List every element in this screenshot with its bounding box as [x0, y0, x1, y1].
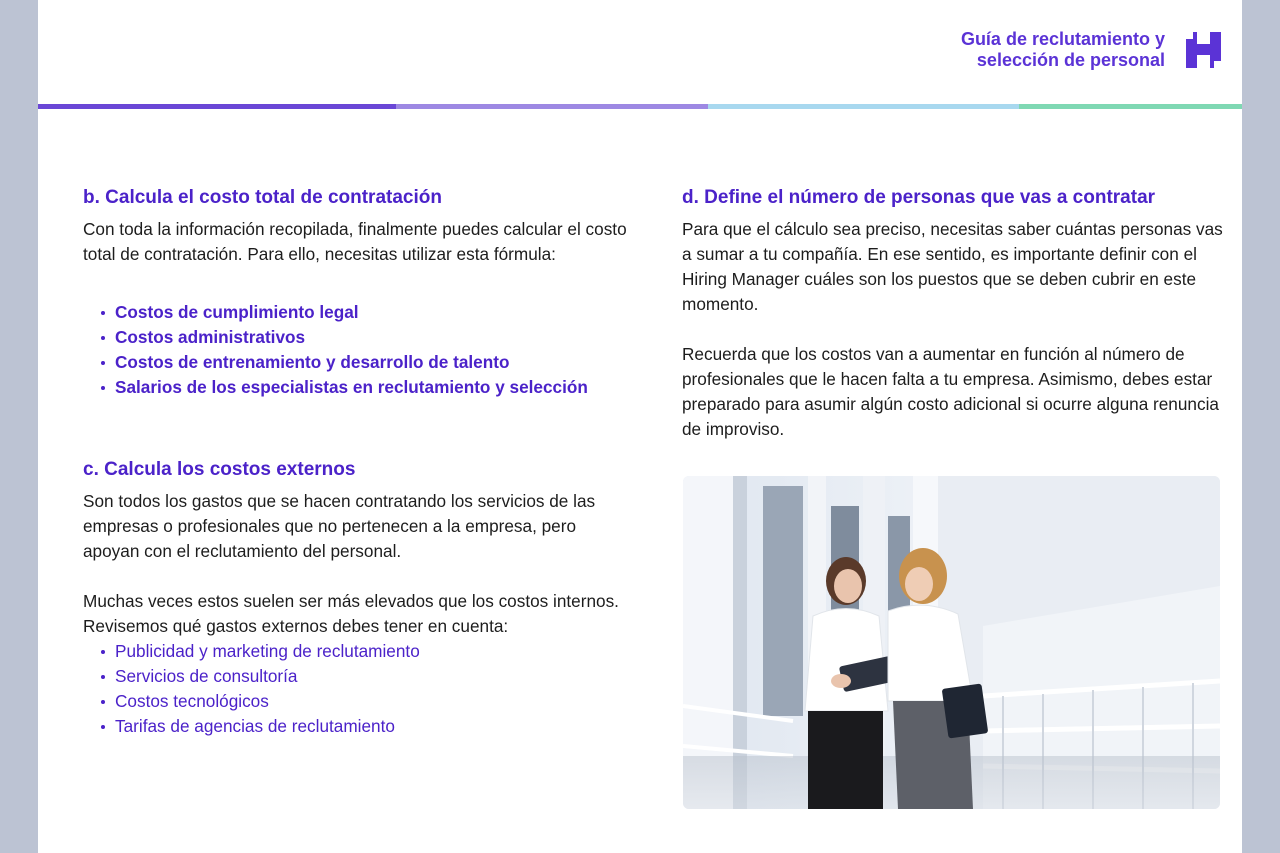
list-item: Servicios de consultoría	[83, 664, 628, 689]
h-logo-icon	[1186, 32, 1221, 68]
header-title-line2: selección de personal	[976, 50, 1165, 70]
section-c-list	[83, 639, 628, 739]
section-d-heading: d. Define el número de personas que vas a contratar	[682, 187, 1156, 208]
right-column	[682, 186, 1227, 442]
list-item: Salarios de los especialistas en reclutamiento y selección	[83, 375, 628, 400]
list-item: Costos de cumplimiento legal	[83, 300, 628, 325]
header-title	[961, 29, 1165, 71]
list-item: Tarifas de agencias de reclutamiento	[83, 714, 628, 739]
section-c-heading: c. Calcula los costos externos	[83, 459, 356, 480]
header-divider-stripe	[38, 104, 1242, 109]
list-item: Publicidad y marketing de reclutamiento	[83, 639, 628, 664]
section-b-body: Con toda la información recopilada, finalmente puedes calcular el costo total de contratación. Para ello, necesitas utilizar esta fórmula:	[83, 219, 627, 264]
list-item: Costos de entrenamiento y desarrollo de talento	[83, 350, 628, 375]
section-c-body-2: Muchas veces estos suelen ser más elevados que los costos internos. Revisemos qué gastos externos debes tener en cuenta:	[83, 591, 619, 636]
document-page	[38, 0, 1242, 853]
list-item: Costos tecnológicos	[83, 689, 628, 714]
office-photo	[683, 476, 1220, 809]
left-column	[83, 186, 628, 739]
section-d-body-2: Recuerda que los costos van a aumentar en función al número de profesionales que le hacen falta a tu empresa. Asimismo, debes estar preparado para asumir algún costo adicional si ocurre alguna renuncia de improviso.	[682, 344, 1219, 439]
section-b-heading: b. Calcula el costo total de contratación	[83, 187, 442, 208]
header-title-line1: Guía de reclutamiento y	[960, 29, 1165, 49]
section-d-body-1: Para que el cálculo sea preciso, necesitas saber cuántas personas vas a sumar a tu compañía. En ese sentido, es importante definir con el Hiring Manager cuáles son los puestos que se deben cubrir en este momento.	[682, 219, 1223, 314]
section-b-list	[83, 300, 628, 400]
office-photo-icon	[683, 476, 1220, 809]
list-item: Costos administrativos	[83, 325, 628, 350]
section-c-body-1: Son todos los gastos que se hacen contratando los servicios de las empresas o profesionales que no pertenecen a la empresa, pero apoyan con el reclutamiento del personal.	[83, 491, 596, 561]
